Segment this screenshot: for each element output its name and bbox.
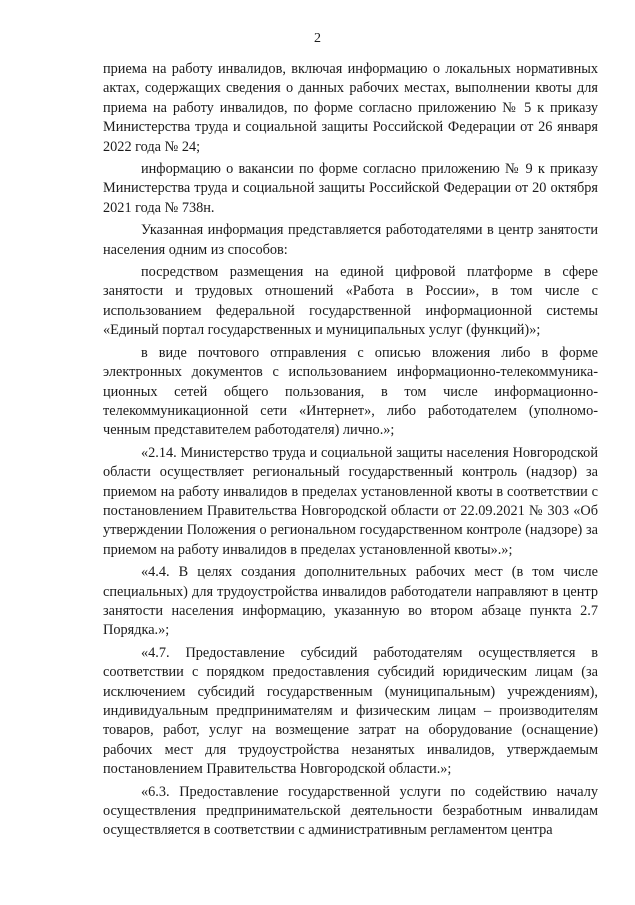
paragraph-2: информацию о вакансии по форме согласно приложению № 9 к приказу Министерства труда и социальной защиты Российской Федерации от 20 октября 2021 года № 738н. xyxy=(103,161,598,216)
paragraph-5: в виде почтового отправления с описью вложения либо в форме электронных документов с использованием информационно-телекоммуника-ционных сетей общего пользования, в том числе информационно-телекоммуникационной сети «Интернет», либо работодателем (уполномо-ченным представителем работодателя) лично.»; xyxy=(103,344,598,439)
paragraph-3: Указанная информация представляется работодателями в центр занятости населения одним из способов: xyxy=(103,222,598,258)
paragraph-6: «2.14. Министерство труда и социальной защиты населения Новгородской области осуществляет региональный государственный контроль (надзор) за приемом на работу инвалидов в пределах установленной квоты в соответствии с постановлением Правительства Новгородской области от 22.09.2021 № 303 «Об утверждении Положения о региональном государственном контроле (надзоре) за приемом на работу инвалидов в пределах установленной квоты».»; xyxy=(103,444,598,558)
paragraph-9: «6.3. Предоставление государственной услуги по содействию началу осуществления предпринимательской деятельности безработным инвалидам осуществляется в соответствии с административным регламентом центра xyxy=(103,783,598,839)
paragraph-7: «4.4. В целях создания дополнительных рабочих мест (в том числе специальных) для трудоустройства инвалидов работодатели направляют в центр занятости населения информацию, указанную во втором абзаце пункта 2.7 Порядка.»; xyxy=(103,564,598,639)
paragraph-4: посредством размещения на единой цифровой платформе в сфере занятости и трудовых отношений «Работа в России», в том числе с использованием федеральной государственной информационной системы «Единый портал государственных и муниципальных услуг (функций)»; xyxy=(103,264,598,339)
page-number: 2 xyxy=(314,31,321,46)
paragraph-1: приема на работу инвалидов, включая информацию о локальных нормативных актах, содержащих сведения о данных рабочих местах, выполнении квоты для приема на работу инвалидов, по форме согласно приложению № 5 к приказу Министерства труда и социальной защиты Российской Федерации от 26 января 2022 года № 24; xyxy=(103,61,598,155)
paragraph-8: «4.7. Предоставление субсидий работодателям осуществляется в соответствии с порядком предоставления субсидий юридическим лицам (за исключением субсидий государственным (муниципальным) учреждениям), индивидуальным предпринимателям и физическим лицам – производителям товаров, работ, услуг на возмещение затрат на оборудование (оснащение) рабочих мест для трудоустройства незанятых инвалидов, утверждаемым постановлением Правительства Новгородской области.»; xyxy=(103,644,598,778)
document-body xyxy=(103,60,598,844)
